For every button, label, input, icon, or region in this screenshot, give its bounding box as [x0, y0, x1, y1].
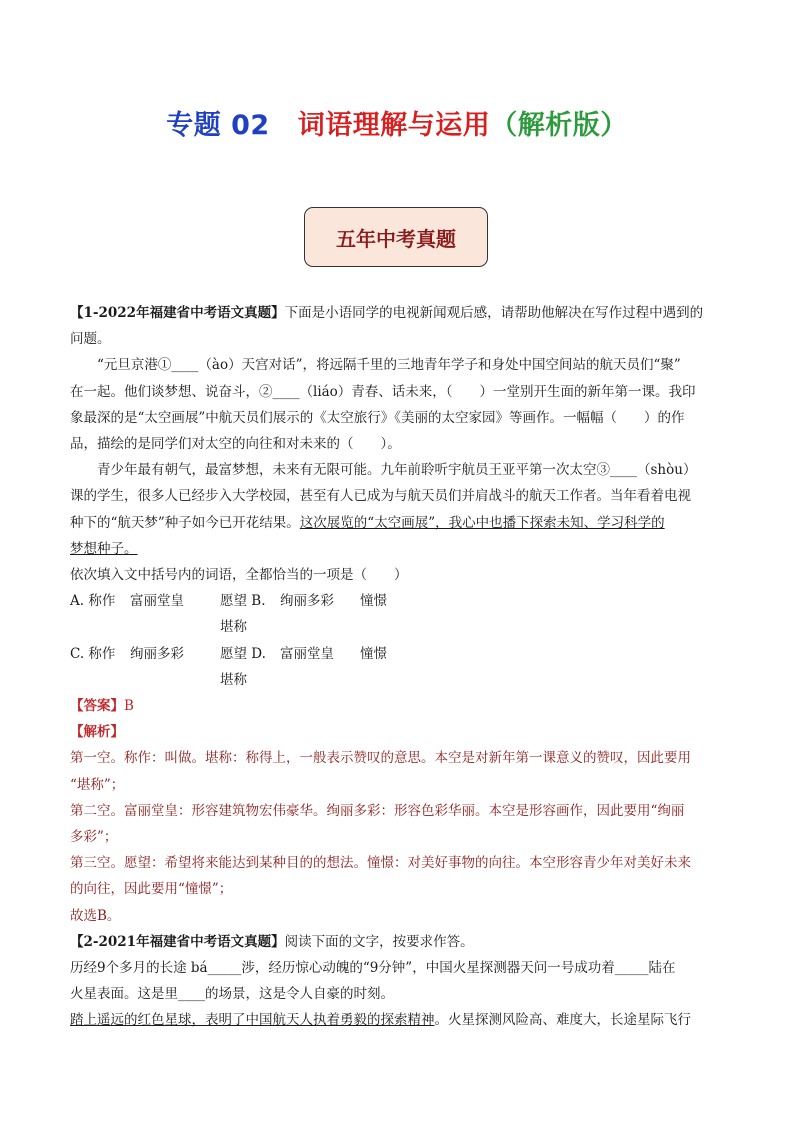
q1-para1-line: 品，描绘的是同学们对太空的向往和对未来的（ ）。 [70, 436, 401, 453]
option-item: 绚丽多彩 [280, 593, 334, 610]
q1-options-row [70, 588, 730, 640]
q1-answer [70, 693, 730, 719]
q1-intro: 【1-2022年福建省中考语文真题】下面是小语同学的电视新闻观后感，请帮助他解决在写作过程中遇到的 [70, 305, 704, 321]
option-item: 绚丽多彩 [130, 645, 184, 662]
title-topic-name: 词语理解与运用 [297, 110, 491, 141]
analysis-line: 第一空。称作：叫做。堪称：称得上，一般表示赞叹的意思。本空是对新年第一课意义的赞叹，因此要用 [70, 750, 691, 767]
option-item: C. 称作 [70, 645, 116, 662]
analysis-line: 第二空。富丽堂皇：形容建筑物宏伟豪华。绚丽多彩：形容色彩华丽。本空是形容画作，因此要用“绚丽 [70, 802, 685, 819]
analysis-label: 【解析】 [70, 724, 124, 741]
option-item: 富丽堂皇 [280, 645, 334, 662]
page-title [0, 103, 794, 142]
analysis-line: “堪称”； [70, 776, 125, 793]
q2-header: 【2-2021年福建省中考语文真题】 [70, 933, 285, 950]
underlined-sentence: 这次展览的“太空画展”，我心中也播下探索未知、学习科学的 [299, 514, 665, 531]
option-item: 憧憬 [360, 645, 387, 662]
q1-para2-line: 种下的“航天梦”种子如今已开花结果。这次展览的“太空画展”，我心中也播下探索未知、学习科学的 [70, 514, 665, 531]
title-edition: （解析版） [490, 110, 628, 141]
q1-para1-line: 在一起。他们谈梦想、说奋斗，②____（liáo）青春、话未来，（ ）一堂别开生面的新年第一课。我印 [70, 383, 696, 400]
analysis-line: 的向往，因此要用“憧憬”； [70, 881, 233, 898]
title-topic-number: 专题 02 [166, 110, 270, 141]
analysis-conclusion: 故选B。 [70, 907, 121, 924]
q1-intro-cont: 问题。 [70, 331, 111, 348]
analysis-line: 多彩”； [70, 829, 118, 846]
q1-para2-line: 青少年最有朝气，最富梦想，未来有无限可能。九年前聆听宇航员王亚平第一次太空③____（shòu） [97, 462, 697, 479]
q1-options-row [70, 641, 730, 693]
option-item: A. 称作 [70, 593, 116, 610]
section-label-box [304, 207, 488, 267]
q1-question: 依次填入文中括号内的词语，全都恰当的一项是（ ） [70, 567, 408, 584]
option-item: 憧憬 [360, 593, 387, 610]
answer-label: 【答案】 [70, 698, 124, 715]
q1-para1-line: “元旦京港①____（ào）天宫对话”，将远隔千里的三地青年学子和身处中国空间站的航天员们“聚” [97, 357, 681, 374]
q2-line: 踏上遥远的红色星球，表明了中国航天人执着勇毅的探索精神。火星探测风险高、难度大，长途星际飞行 [70, 1012, 691, 1029]
q2-line: 历经9个多月的长途 bá_____涉，经历惊心动魄的“9分钟”，中国火星探测器天问一号成功着_____陆在 [70, 960, 676, 977]
analysis-line: 第三空。愿望：希望将来能达到某种目的的想法。憧憬：对美好事物的向往。本空形容青少年对美好未来 [70, 855, 691, 872]
q2-intro: 【2-2021年福建省中考语文真题】阅读下面的文字，按要求作答。 [70, 933, 474, 950]
underlined-sentence-cont: 梦想种子。 [70, 540, 138, 557]
option-item: 富丽堂皇 [130, 593, 184, 610]
q1-para1-line: 象最深的是“太空画展”中航天员们展示的《太空旅行》《美丽的太空家园》等画作。一幅幅（ ）的作 [70, 409, 685, 426]
document-body [70, 300, 730, 1034]
q1-para2-line [70, 536, 730, 562]
underlined-sentence: 踏上遥远的红色星球，表明了中国航天人执着勇毅的探索精神 [70, 1012, 435, 1029]
section-label: 五年中考真题 [336, 226, 456, 251]
q2-line: 火星表面。这是里____的场景，这是令人自豪的时刻。 [70, 986, 394, 1003]
option-item: 愿望 B. 堪称 [220, 593, 266, 636]
answer-value: B [124, 698, 134, 715]
q1-para2-line: 课的学生，很多人已经步入大学校园，甚至有人已成为与航天员们并肩战斗的航天工作者。当年看着电视 [70, 488, 691, 505]
option-item: 愿望 D. 堪称 [220, 645, 266, 688]
q1-header: 【1-2022年福建省中考语文真题】 [70, 305, 285, 321]
